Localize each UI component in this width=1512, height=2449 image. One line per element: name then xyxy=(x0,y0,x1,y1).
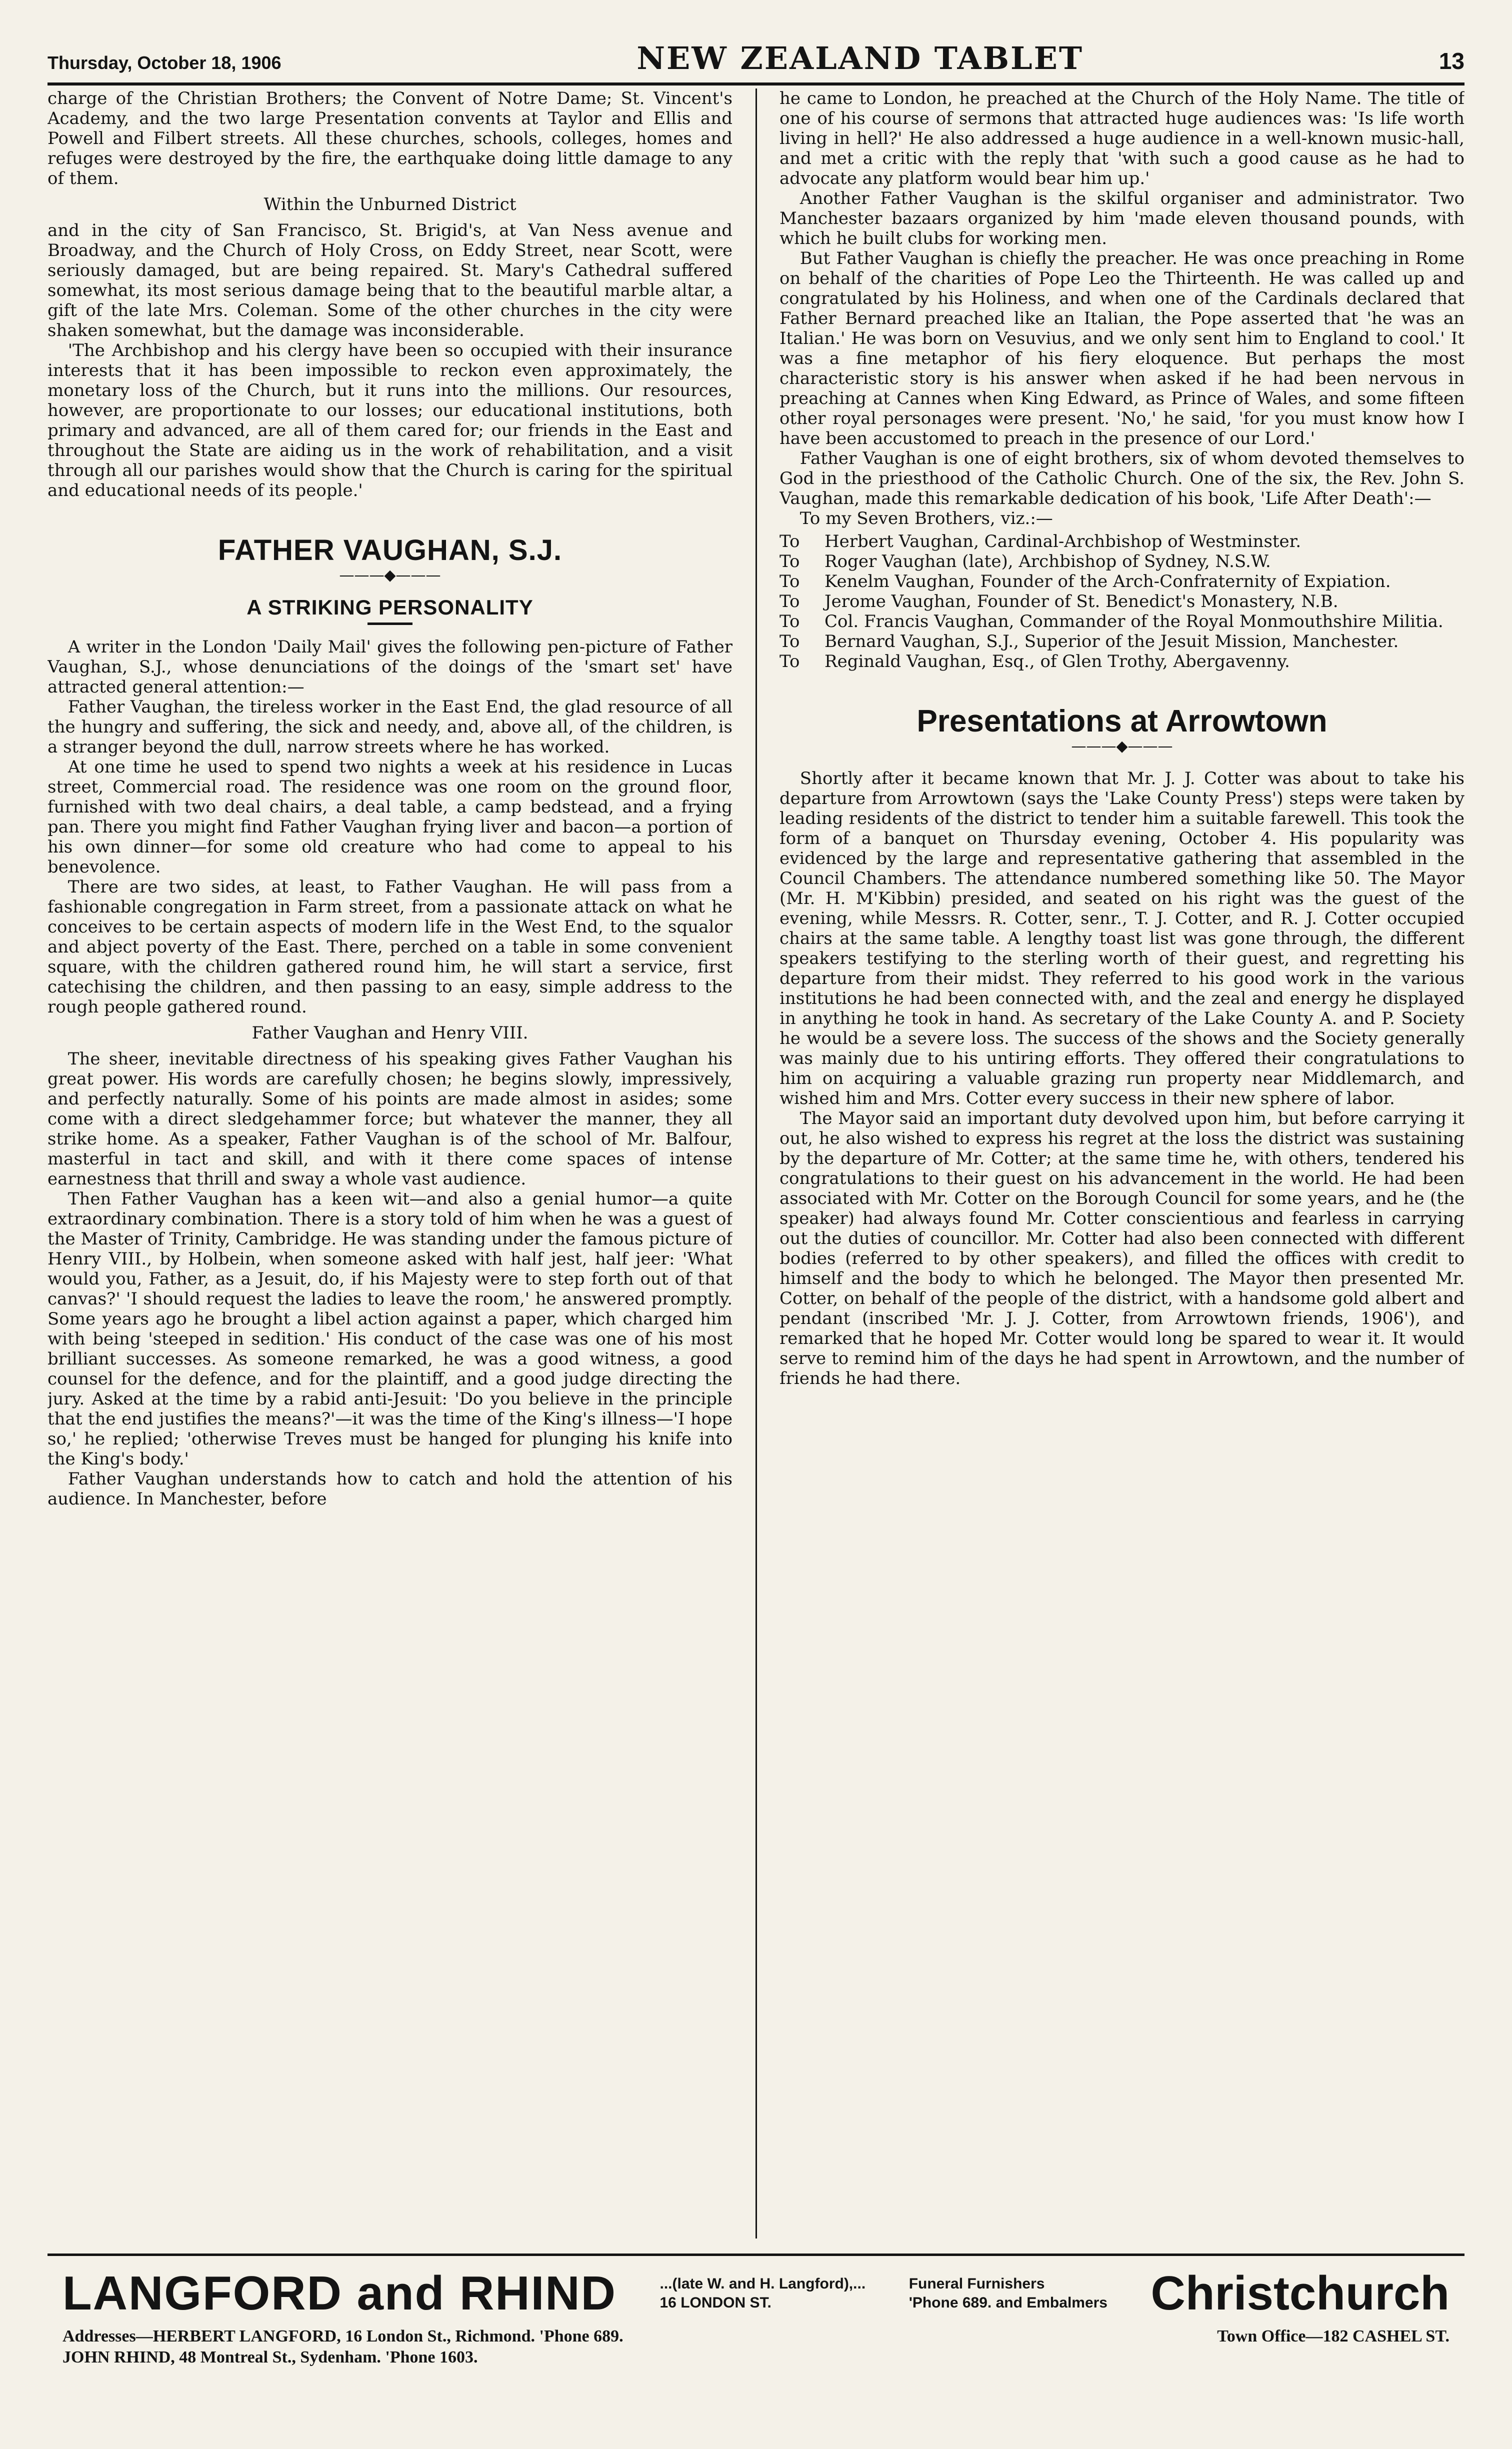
dedication-to: To xyxy=(780,592,800,612)
firm-detail-1: ...(late W. and H. Langford),... xyxy=(660,2276,866,2292)
address-line-1: Addresses—HERBERT LANGFORD, 16 London St., Richmond. 'Phone 689. xyxy=(62,2327,624,2346)
paragraph: Father Vaughan understands how to catch and hold the attention of his audience. In Manchester, before xyxy=(48,1469,732,1509)
dedication-line: Jerome Vaughan, Founder of St. Benedict's Monastery, N.B. xyxy=(824,592,1338,612)
dedication-line: Kenelm Vaughan, Founder of the Arch-Confraternity of Expiation. xyxy=(824,572,1391,592)
paragraph: he came to London, he preached at the Church of the Holy Name. The title of one of his course of sermons that attracted huge audiences was: 'Is life worth living in hell?' He also addressed a huge audience in a well-known music-hall, and met a critic with the reply that 'with such a good cause as he had to advocate any platform would bear him up.' xyxy=(780,88,1464,188)
address-line-2: JOHN RHIND, 48 Montreal St., Sydenham. 'Phone 1603. xyxy=(62,2348,478,2366)
funeral-detail-1: Funeral Furnishers xyxy=(908,2276,1045,2292)
list-item xyxy=(780,632,1464,652)
page-number: 13 xyxy=(1438,48,1464,74)
right-column xyxy=(780,88,1464,2238)
funeral-details xyxy=(909,2274,1108,2312)
paragraph: There are two sides, at least, to Father Vaughan. He will pass from a fashionable congregation in Farm street, from a passionate attack on what he conceives to be certain aspects of modern life in the West End, to the squalor and abject poverty of the East. There, perched on a table in some convenient square, with the children gathered round him, he will start a service, first catechising the children, and then passing to an easy, simple address to the rough people gathered round. xyxy=(48,877,732,1017)
paragraph: charge of the Christian Brothers; the Convent of Notre Dame; St. Vincent's Academy, and the two large Presentation convents at Taylor and Ellis and Powell and Filbert streets. All these churches, schools, colleges, homes and refuges were destroyed by the fire, the earthquake doing little damage to any of them. xyxy=(48,88,732,188)
masthead xyxy=(48,40,1464,86)
divider xyxy=(368,622,412,625)
firm-detail-2: 16 LONDON ST. xyxy=(660,2294,772,2311)
paragraph: and in the city of San Francisco, St. Brigid's, at Van Ness avenue and Broadway, and the Church of Holy Cross, on Eddy Street, near Scott, were seriously damaged, but are being repaired. St. Mary's Cathedral suffered somewhat, its most serious damage being that to the beautiful marble altar, a gift of the late Mrs. Coleman. Some of the other churches in the city were shaken somewhat, but the damage was inconsiderable. xyxy=(48,220,732,340)
firm-details xyxy=(660,2274,866,2312)
dedication-to: To xyxy=(780,612,800,632)
paragraph: 'The Archbishop and his clergy have been so occupied with their insurance interests that it has been impossible to reckon even approximately, the monetary loss of the Church, but it runs into the millions. Our resources, however, are proportionate to our losses; our educational institutions, both primary and advanced, are all of them cared for; our friends in the East and throughout the State are aiding us in the work of rehabilitation, and a visit through all our parishes would show that the Church is caring for the spiritual and educational needs of its people.' xyxy=(48,340,732,500)
dedication-to: To xyxy=(780,632,800,652)
article-title-vaughan: FATHER VAUGHAN, S.J. xyxy=(218,534,562,566)
left-column xyxy=(48,88,732,2238)
advertisement-footer xyxy=(48,2256,1464,2321)
list-item xyxy=(780,572,1464,592)
firm-name: LANGFORD and RHIND xyxy=(62,2266,616,2320)
dedication-intro: To my Seven Brothers, viz.:— xyxy=(800,508,1053,528)
dedication-line: Herbert Vaughan, Cardinal-Archbishop of Westminster. xyxy=(824,532,1301,552)
dedication-line: Reginald Vaughan, Esq., of Glen Trothy, Abergavenny. xyxy=(824,652,1290,672)
paragraph: Then Father Vaughan has a keen wit—and also a genial humor—a quite extraordinary combination. There is a story told of him when he was a guest of the Master of Trinity, Cambridge. He was standing under the famous picture of Henry VIII., by Holbein, when someone asked with half jest, half jeer: 'What would you, Father, as a Jesuit, do, if his Majesty were to step forth out of that canvas?' 'I should request the ladies to leave the room,' he answered promptly. Some years ago he brought a libel action against a paper, which charged him with being 'steeped in sedition.' His conduct of the case was one of his most brilliant successes. As someone remarked, he was a good witness, a good counsel for the defence, and for the plaintiff, and a good judge directing the jury. Asked at the time by a rabid anti-Jesuit: 'Do you believe in the principle that the end justifies the means?'—it was the time of the King's illness—'I hope so,' he replied; 'otherwise Treves must be hanged for plunging his knife into the King's body.' xyxy=(48,1189,732,1469)
dedication-line: Roger Vaughan (late), Archbishop of Sydney, N.S.W. xyxy=(824,552,1271,572)
list-item xyxy=(780,592,1464,612)
article-subtitle: A STRIKING PERSONALITY xyxy=(246,596,534,619)
list-item xyxy=(780,552,1464,572)
column-divider xyxy=(756,88,757,2238)
dedication-line: Col. Francis Vaughan, Commander of the Royal Monmouthshire Militia. xyxy=(824,612,1444,632)
dedication-to: To xyxy=(780,572,800,592)
town-office: Town Office—182 CASHEL ST. xyxy=(1217,2327,1450,2346)
paragraph: At one time he used to spend two nights a week at his residence in Lucas street, Commercial road. The residence was one room on the ground floor, furnished with two deal chairs, a deal table, a camp bedstead, and a frying pan. There you might find Father Vaughan frying liver and bacon—a portion of his own dinner—for some old creature who had come to appeal to his benevolence. xyxy=(48,757,732,877)
ornament-divider-icon: ———◆——— xyxy=(339,566,441,584)
section-heading: Father Vaughan and Henry VIII. xyxy=(252,1023,528,1043)
inline-subheading: Within the Unburned District xyxy=(264,194,516,214)
ornament-divider-icon: ———◆——— xyxy=(1071,738,1173,755)
paragraph: A writer in the London 'Daily Mail' gives the following pen-picture of Father Vaughan, S.J., whose denunciations of the doings of the 'smart set' have attracted general attention:— xyxy=(48,637,732,697)
paragraph: Father Vaughan is one of eight brothers, six of whom devoted themselves to God in the priesthood of the Catholic Church. One of the six, the Rev. John S. Vaughan, made this remarkable dedication of his book, 'Life After Death':— xyxy=(780,448,1464,508)
columns xyxy=(48,88,1464,2238)
list-item xyxy=(780,652,1464,672)
issue-date: Thursday, October 18, 1906 xyxy=(48,52,282,73)
dedication-list xyxy=(780,532,1464,672)
list-item xyxy=(780,532,1464,552)
paragraph: Father Vaughan, the tireless worker in the East End, the glad resource of all the hungry and suffering, the sick and needy, and, above all, of the children, is a stranger beyond the dull, narrow streets where he has worked. xyxy=(48,697,732,757)
article-title-arrowtown: Presentations at Arrowtown xyxy=(916,704,1328,738)
funeral-detail-3: and Embalmers xyxy=(996,2294,1108,2311)
address-block xyxy=(62,2326,624,2368)
footer-addresses xyxy=(48,2321,1464,2368)
newspaper-title: NEW ZEALAND TABLET xyxy=(636,40,1084,76)
paragraph: The Mayor said an important duty devolved upon him, but before carrying it out, he also wished to express his regret at the loss the district was sustaining by the departure of Mr. Cotter; at the same time he, with others, tendered his congratulations to their guest on his advancement in the world. He had been associated with Mr. Cotter on the Borough Council for some years, and he (the speaker) had always found Mr. Cotter conscientious and fearless in carrying out the duties of councillor. Mr. Cotter had also been connected with different bodies (referred to by other speakers), and filled the offices with credit to himself and the body to which he belonged. The Mayor then presented Mr. Cotter, on behalf of the people of the district, with a handsome gold albert and pendant (inscribed 'Mr. J. J. Cotter, from Arrowtown friends, 1906'), and remarked that he hoped Mr. Cotter would long be spared to wear it. It would serve to remind him of the days he had spent in Arrowtown, and the number of friends he had there. xyxy=(780,1108,1464,1388)
list-item xyxy=(780,612,1464,632)
paragraph: Another Father Vaughan is the skilful organiser and administrator. Two Manchester bazaars organized by him 'made eleven thousand pounds, with which he built clubs for working men. xyxy=(780,188,1464,248)
dedication-line: Bernard Vaughan, S.J., Superior of the Jesuit Mission, Manchester. xyxy=(824,632,1399,652)
city-name: Christchurch xyxy=(1150,2266,1450,2320)
dedication-to: To xyxy=(780,532,800,552)
paragraph: Shortly after it became known that Mr. J. J. Cotter was about to take his departure from Arrowtown (says the 'Lake County Press') steps were taken by leading residents of the district to tender him a suitable farewell. This took the form of a banquet on Thursday evening, October 4. His popularity was evidenced by the large and representative gathering that assembled in the Council Chambers. The attendance numbered something like 50. The Mayor (Mr. H. M'Kibbin) presided, and seated on his right was the guest of the evening, while Messrs. R. Cotter, senr., T. J. Cotter, and R. J. Cotter occupied chairs at the same table. A lengthy toast list was gone through, the different speakers testifying to the sterling worth of their guest, and regretting his departure from their midst. They referred to his good work in the various institutions he had been connected with, and the zeal and energy he displayed in anything he took in hand. As secretary of the Lake County A. and P. Society he would be a severe loss. The success of the shows and the Society generally was mainly due to his untiring efforts. They offered their congratulations to him on acquiring a valuable grazing run property near Middlemarch, and wished him and Mrs. Cotter every success in their new sphere of labor. xyxy=(780,768,1464,1108)
funeral-detail-2: 'Phone 689. xyxy=(908,2294,992,2311)
paragraph: The sheer, inevitable directness of his speaking gives Father Vaughan his great power. His words are carefully chosen; he begins slowly, impressively, and perfectly naturally. Some of his points are made almost in asides; some come with a direct sledgehammer force; but whatever the manner, they all strike home. As a speaker, Father Vaughan is of the school of Mr. Balfour, masterful in tact and skill, and with it there come spaces of intense earnestness that thrill and sway a whole vast audience. xyxy=(48,1049,732,1189)
paragraph: But Father Vaughan is chiefly the preacher. He was once preaching in Rome on behalf of the charities of Pope Leo the Thirteenth. He was called up and congratulated by his Holiness, and when one of the Cardinals declared that Father Bernard preached like an Italian, the Pope asserted that 'he was an Italian.' He was born on Vesuvius, and we only sent him to England to cool.' It was a fine metaphor of his fiery eloquence. But perhaps the most characteristic story is his answer when asked if he had been nervous in preaching at Cannes when King Edward, as Prince of Wales, and some fifteen other royal personages were present. 'No,' he said, 'for you must know how I have been accustomed to preach in the presence of our Lord.' xyxy=(780,248,1464,448)
dedication-to: To xyxy=(780,552,800,572)
dedication-to: To xyxy=(780,652,800,672)
